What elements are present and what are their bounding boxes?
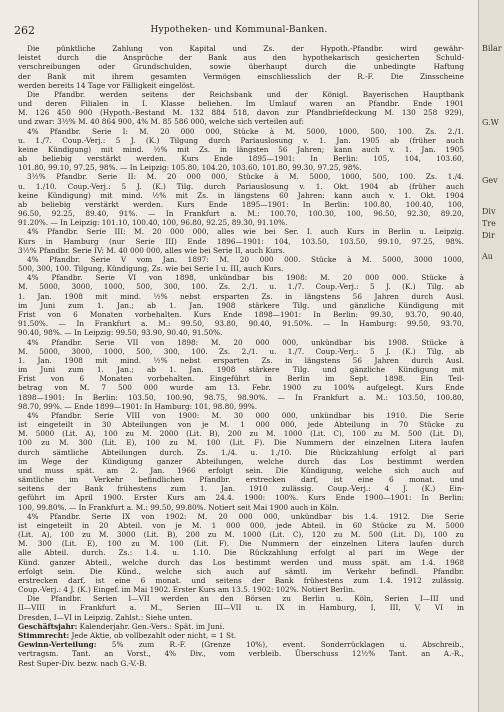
text-line (18, 90, 464, 99)
line-text: 1. Jan. 1908 mit mind. ½% nebst ersparten Zs. in längstens 56 Jahren durch Ausl. (18, 355, 464, 365)
line-text: ab beliebig verstärkt werden. Kurs Ende 1895—1901: In Berlin: 105, 104, 103.60, (18, 154, 464, 164)
text-line (18, 44, 464, 53)
text-line (18, 301, 464, 310)
line-text: 4% Pfandbr. Serie IX von 1902: M. 20 000 000, unkündbar bis 1.4. 1912. Die Serie (27, 511, 464, 521)
text-line (18, 218, 464, 227)
line-text: Coup.-Verj.: 4 J. (K.) Eingef. im Mai 1902. Erster Kurs am 13.5. 1902: 102%. Notiert Berlin. (18, 585, 356, 595)
text-line (18, 200, 464, 209)
text-line (18, 209, 464, 218)
neighbor-fragment: G.W (482, 118, 499, 127)
text-line (18, 383, 464, 392)
line-text: 4% Pfandbr. Serie VIII von 1900: M. 30 000 000, unkündbar bis 1910. Die Serie (27, 410, 464, 420)
line-text: 3½% Pfandbr. Serie II: M. 20 000 000, Stücke à M. 5000, 1000, 500, 100. Zs. 1./4. (27, 172, 464, 182)
line-text: u. 1./10. Coup.-Verj.: 5 J. (K.) Tilg. durch Pariauslosung v. 1. Okt. 1904 ab (früher auch (18, 181, 464, 191)
text-line (18, 622, 464, 631)
line-text: 500, 300, 100. Tilgung, Kündigung, Zs. wie bei Serie I u. III, auch Kurs. (18, 264, 284, 274)
line-text: Kurs in Hamburg (nur Serie III) Ende 1896—1901: 104, 103.50, 103.50, 99.10, 97.25, 98%. (18, 236, 464, 246)
line-text: sämtliche im Verkehr befindlichen Pfandbr. erstrecken darf, ist eine 6 monat. und (18, 475, 464, 485)
text-line (18, 108, 464, 117)
text-line (18, 237, 464, 246)
text-line (18, 246, 464, 255)
text-line (18, 512, 464, 521)
line-text: M. 300 (Lit. E), 100 zu M. 100 (Lit. F). Die Nummern der einzelnen Litera laufen durch (18, 539, 464, 549)
line-text: 101.80, 99.10, 97.25, 98%. — In Leipzig: 105.80, 104.20, 103.60, 101.80, 99.30, 97.25, 98%. (18, 163, 362, 173)
text-line (18, 503, 464, 512)
field-label: Gewinn-Verteilung: (18, 640, 97, 650)
page-number: 262 (14, 24, 35, 37)
text-line (18, 154, 464, 163)
line-text: M. 5000, 3000, 1000, 500, 300, 100. Zs. 2./1. u. 1./7. Coup.-Verj.: 5 J. (K.) Tilg. ab (18, 346, 464, 356)
line-text: 91.50%. — In Frankfurt a. M.: 99.50, 93.80, 90.40, 91.50%. — In Hamburg: 99.50, 93.70, (18, 319, 464, 329)
line-text: verschreibungen oder Grundschulden, sowie überhaupt durch die unbedingte Haftung (18, 62, 464, 72)
text-line (18, 328, 464, 337)
text-line (18, 640, 464, 649)
line-text: Jede Aktie, ob vollbezahlt oder nicht, = 1 St. (71, 631, 237, 640)
field-label: Geschäftsjahr: (18, 621, 78, 631)
line-text: 100 zu M. 300 (Lit. E), 100 zu M. 100 (Lit. F). Die Nummern der einzelnen Litera laufen (18, 438, 464, 448)
text-line (18, 273, 464, 282)
text-line (18, 521, 464, 530)
adjacent-page-edge (478, 0, 504, 712)
line-text: der Bank mit ihrem gesamten Vermögen einschliesslich der R.-F. Die Zinsscheine (18, 71, 464, 81)
text-line (18, 475, 464, 484)
line-text: Kalenderjahr. Gen.-Vers.: Spät. im Juni. (79, 621, 225, 631)
line-text: werden bereits 14 Tage vor Fälligkeit eingelöst. (18, 80, 196, 90)
line-text: im Wege der Kündigung ganzer Abteilungen, welche durch das Los bestimmt werden (18, 456, 464, 466)
text-line (18, 282, 464, 291)
text-line (18, 172, 464, 181)
text-line (18, 530, 464, 539)
line-text: 1898—1901: In Berlin: 103.50, 100.90, 98.75, 98.90%. — In Frankfurt a. M.: 103.50, 100.80, (18, 392, 464, 402)
text-line (18, 163, 464, 172)
text-line (18, 191, 464, 200)
text-line (18, 393, 464, 402)
line-text: 3½% Pfandbr. Serie IV: M. 40 000 000, alles wie bei Serie II, auch Kurs. (18, 245, 285, 255)
line-text: u. 1./7. Coup.-Verj.: 5 J. (K.) Tilgung durch Pariauslosung v. 1. Jan. 1905 ab (früher auch (18, 135, 464, 145)
line-text: erstrecken darf, ist eine 6 monat. und seitens der Bank frühestens zum 1.4. 1912 zulässig. (18, 575, 464, 585)
line-text: 90.40, 98%. — In Leipzig: 99.50, 93.90, 90.40, 91.50%. (18, 328, 223, 338)
text-line (18, 319, 464, 328)
line-text: M. 126 450 900 (Hypoth.-Bestand M. 132 884 518, davon zur Pfandbriefdeckung M. 130 258 929), (18, 108, 464, 118)
line-text: im Juni zum 1. Jan.; ab 1. Jan. 1908 stärkere Tilg. und gänzliche Kündigung mit (18, 365, 464, 375)
text-line (18, 649, 464, 658)
text-line (18, 539, 464, 548)
text-line (18, 182, 464, 191)
neighbor-fragment: Tre (482, 219, 496, 228)
neighbor-fragment: Bilar (482, 44, 502, 53)
text-line (18, 594, 464, 603)
line-text: seitens der Bank frühestens zum 1. Jan. 1910 zulässig. Coup.-Verj.: 4 J. (K.) Ein- (18, 484, 464, 494)
text-line (18, 127, 464, 136)
text-line (18, 292, 464, 301)
text-line (18, 117, 464, 126)
text-line (18, 659, 464, 668)
line-text: Die Pfandbr. Serien I—VII werden an den Börsen zu Berlin u. Köln, Serien I—III und (27, 594, 464, 604)
line-text: 96.50, 92.25, 89.40, 91%. — In Frankfurt a. M.: 100.70, 100.30, 100, 96.50, 92.30, 89.20, (18, 209, 464, 219)
text-line (18, 53, 464, 62)
line-text: M. 5000 (Lit. A), 100 zu M. 2000 (Lit. B), 200 zu M. 1000 (Lit. C), 100 zu M. 500 (Lit. D), (18, 429, 464, 439)
line-text: ist eingeteilt in 20 Abteil. von je M. 1 000 000, jede Abteil. in 60 Stücke zu M. 5000 (18, 520, 464, 530)
text-line (18, 567, 464, 576)
line-text: 4% Pfandbr. Serie V vom Jan. 1897: M. 20 000 000. Stücke à M. 5000, 3000 1000, (27, 254, 464, 264)
line-text: ab beliebig verstärkt werden. Kurs Ende 1895—1901: In Berlin: 100.80, 100.40, 100, (18, 199, 464, 209)
text-line (18, 356, 464, 365)
line-text: keine Kündigung) mit mind. ½% mit Zs. in längstens 60 Jahren: kann auch v. 1. Okt. 1904 (18, 190, 464, 200)
line-text: ist eingeteilt in 30 Abteilungen von je M. 1 000 000, jede Abteilung in 70 Stücke zu (18, 420, 464, 430)
text-line (18, 62, 464, 71)
line-text: Dresden, I—VI in Leipzig. Zahlst.: Siehe unten. (18, 612, 193, 622)
text-line (18, 448, 464, 457)
line-text: erfolgt sein. Die Künd., welche sich auch auf sämtl. im Verkehr befindl. Pfandbr. (18, 566, 464, 576)
neighbor-fragment: Div (482, 207, 496, 216)
text-line (18, 438, 464, 447)
line-text: alle Abteil. durch. Zs.: 1.4. u. 1.10. Die Rückzahlung erfolgt al pari im Wege der (18, 548, 464, 558)
text-line (18, 255, 464, 264)
text-line (18, 264, 464, 273)
line-text: 4% Pfandbr. Serie VI von 1898, unkündbar bis 1908: M. 20 000 000. Stücke à (27, 273, 464, 283)
text-line (18, 613, 464, 622)
text-line (18, 310, 464, 319)
line-text: M. 5000, 3000, 1000, 500, 300, 100. Zs. 2./1. u. 1./7. Coup.-Verj.: 5 J. (K.) Tilg. ab (18, 282, 464, 292)
line-text: und deren Filialen in I. Klasse beliehen. Im Umlauf waren an Pfandbr. Ende 1901 (18, 99, 464, 109)
neighbor-fragment: Gev (482, 176, 498, 185)
line-text: (Lit. A), 100 zu M. 3000 (Lit. B), 200 zu M. 1000 (Lit. C), 120 zu M. 500 (Lit. D), 100 zu (18, 530, 464, 540)
line-text: II—VIII in Frankfurt a. M., Serien III—VII u. IX in Hamburg, I, III, V, VI in (18, 603, 464, 613)
text-line (18, 338, 464, 347)
text-line (18, 484, 464, 493)
neighbor-fragment: Au (482, 252, 493, 261)
line-text: durch sämtliche Abteilungen durch. Zs. 1./4. u. 1./10. Die Rückzahlung erfolgt al pari (18, 447, 464, 457)
text-line (18, 429, 464, 438)
text-line (18, 402, 464, 411)
text-line (18, 631, 464, 640)
text-line (18, 145, 464, 154)
line-text: Die Pfandbr. werden seitens der Reichsbank und der Königl. Bayerischen Hauptbank (27, 89, 464, 99)
text-line (18, 81, 464, 90)
page-header (14, 24, 464, 38)
line-text: leistet durch die Ansprüche der Bank aus den hypothekarisch gesicherten Schuld- (18, 53, 464, 63)
text-line (18, 493, 464, 502)
text-line (18, 548, 464, 557)
line-text: 91.20%. — In Leipzig: 101.10, 100.40, 100, 96.80, 92.25, 89.30, 91.10%. (18, 218, 288, 228)
text-line (18, 365, 464, 374)
line-text: 98.70, 99%. — Ende 1899—1901: In Hamburg: 101, 98.80, 99%. (18, 401, 258, 411)
text-line (18, 558, 464, 567)
neighbor-fragment: Dir (482, 231, 495, 240)
text-line (18, 374, 464, 383)
text-line (18, 457, 464, 466)
running-title: Hypotheken- und Kommunal-Banken. (150, 25, 328, 35)
text-line (18, 347, 464, 356)
line-text: und zwar: 3½% M. 40 864 900, 4% M. 85 586 000, welche sich verteilen auf: (18, 117, 304, 127)
text-line (18, 466, 464, 475)
line-text: 4% Pfandbr. Serie I: M. 20 000 000, Stücke à M. 5000, 1000, 500, 100. Zs. 2./1. (27, 126, 464, 136)
field-label: Stimmrecht: (18, 631, 70, 640)
line-text: 5% zum R.-F. (Grenze 10%), event. Sonderrücklagen u. Abschreib., (111, 640, 464, 650)
line-text: vertragsm. Tant. an Vorst., 4% Div., vom verbleib. Überschuss 12½% Tant. an A.-R., (18, 649, 464, 659)
line-text: 1. Jan. 1908 mit mind. ½% nebst ersparten Zs. in längstens 56 Jahren durch Ausl. (18, 291, 464, 301)
line-text: keine Kündigung) mit mind. ½% mit Zs. in längsten 56 Jahren; kann auch v. 1. Jan. 1905 (18, 144, 464, 154)
line-text: betrag von M. 7 500 000 wurde am 13. Febr. 1900 zu 100% aufgelegt. Kurs Ende (18, 383, 464, 393)
text-line (18, 227, 464, 236)
line-text: 100, 99.80%. — In Frankfurt a. M.: 99.50, 99.80%. Notiert seit Mai 1900 auch in Köln. (18, 502, 339, 512)
text-line (18, 603, 464, 612)
text-line (18, 420, 464, 429)
line-text: 4% Pfandbr. Serie III: M. 20 000 000, alles wie bei Ser. I. auch Kurs in Berlin u. Leipzig. (27, 227, 464, 237)
text-line (18, 585, 464, 594)
page-body (18, 44, 464, 668)
line-text: Frist von 6 Monaten vorbehalten. Eingeführt in Berlin im Sept. 1898. Ein Teil- (18, 374, 464, 384)
text-line (18, 72, 464, 81)
text-line (18, 411, 464, 420)
line-text: im Juni zum 1. Jan.; ab 1. Jan. 1908 stärkere Tilg. und gänzliche Kündigung mit (18, 300, 464, 310)
line-text: Die pünktliche Zahlung von Kapital und Zs. der Hypoth.-Pfandbr. wird gewähr- (27, 44, 464, 53)
line-text: geführt im April 1900. Erster Kurs am 24.4. 1900: 100%. Kurs Ende 1900—1901: In Berlin: (18, 493, 464, 503)
text-line (18, 576, 464, 585)
line-text: Frist von 6 Monaten vorbehalten. Kurs Ende 1898—1901: In Berlin: 99.30, 93.70, 90.40, (18, 309, 464, 319)
text-line (18, 136, 464, 145)
line-text: Rest Super-Div. bezw. nach G.-V.-B. (18, 658, 147, 668)
line-text: 4% Pfandbr. Serie VII von 1898: M. 20 000 000, unkündbar bis 1908. Stücke à (27, 337, 464, 347)
line-text: Künd. ganzer Abteil., welche durch das Los bestimmt werden und muss spät. am 1.4. 1968 (18, 557, 464, 567)
text-line (18, 99, 464, 108)
line-text: und muss spät. am 2. Jan. 1966 erfolgt sein. Die Kündigung, welche sich auch auf (18, 465, 464, 475)
